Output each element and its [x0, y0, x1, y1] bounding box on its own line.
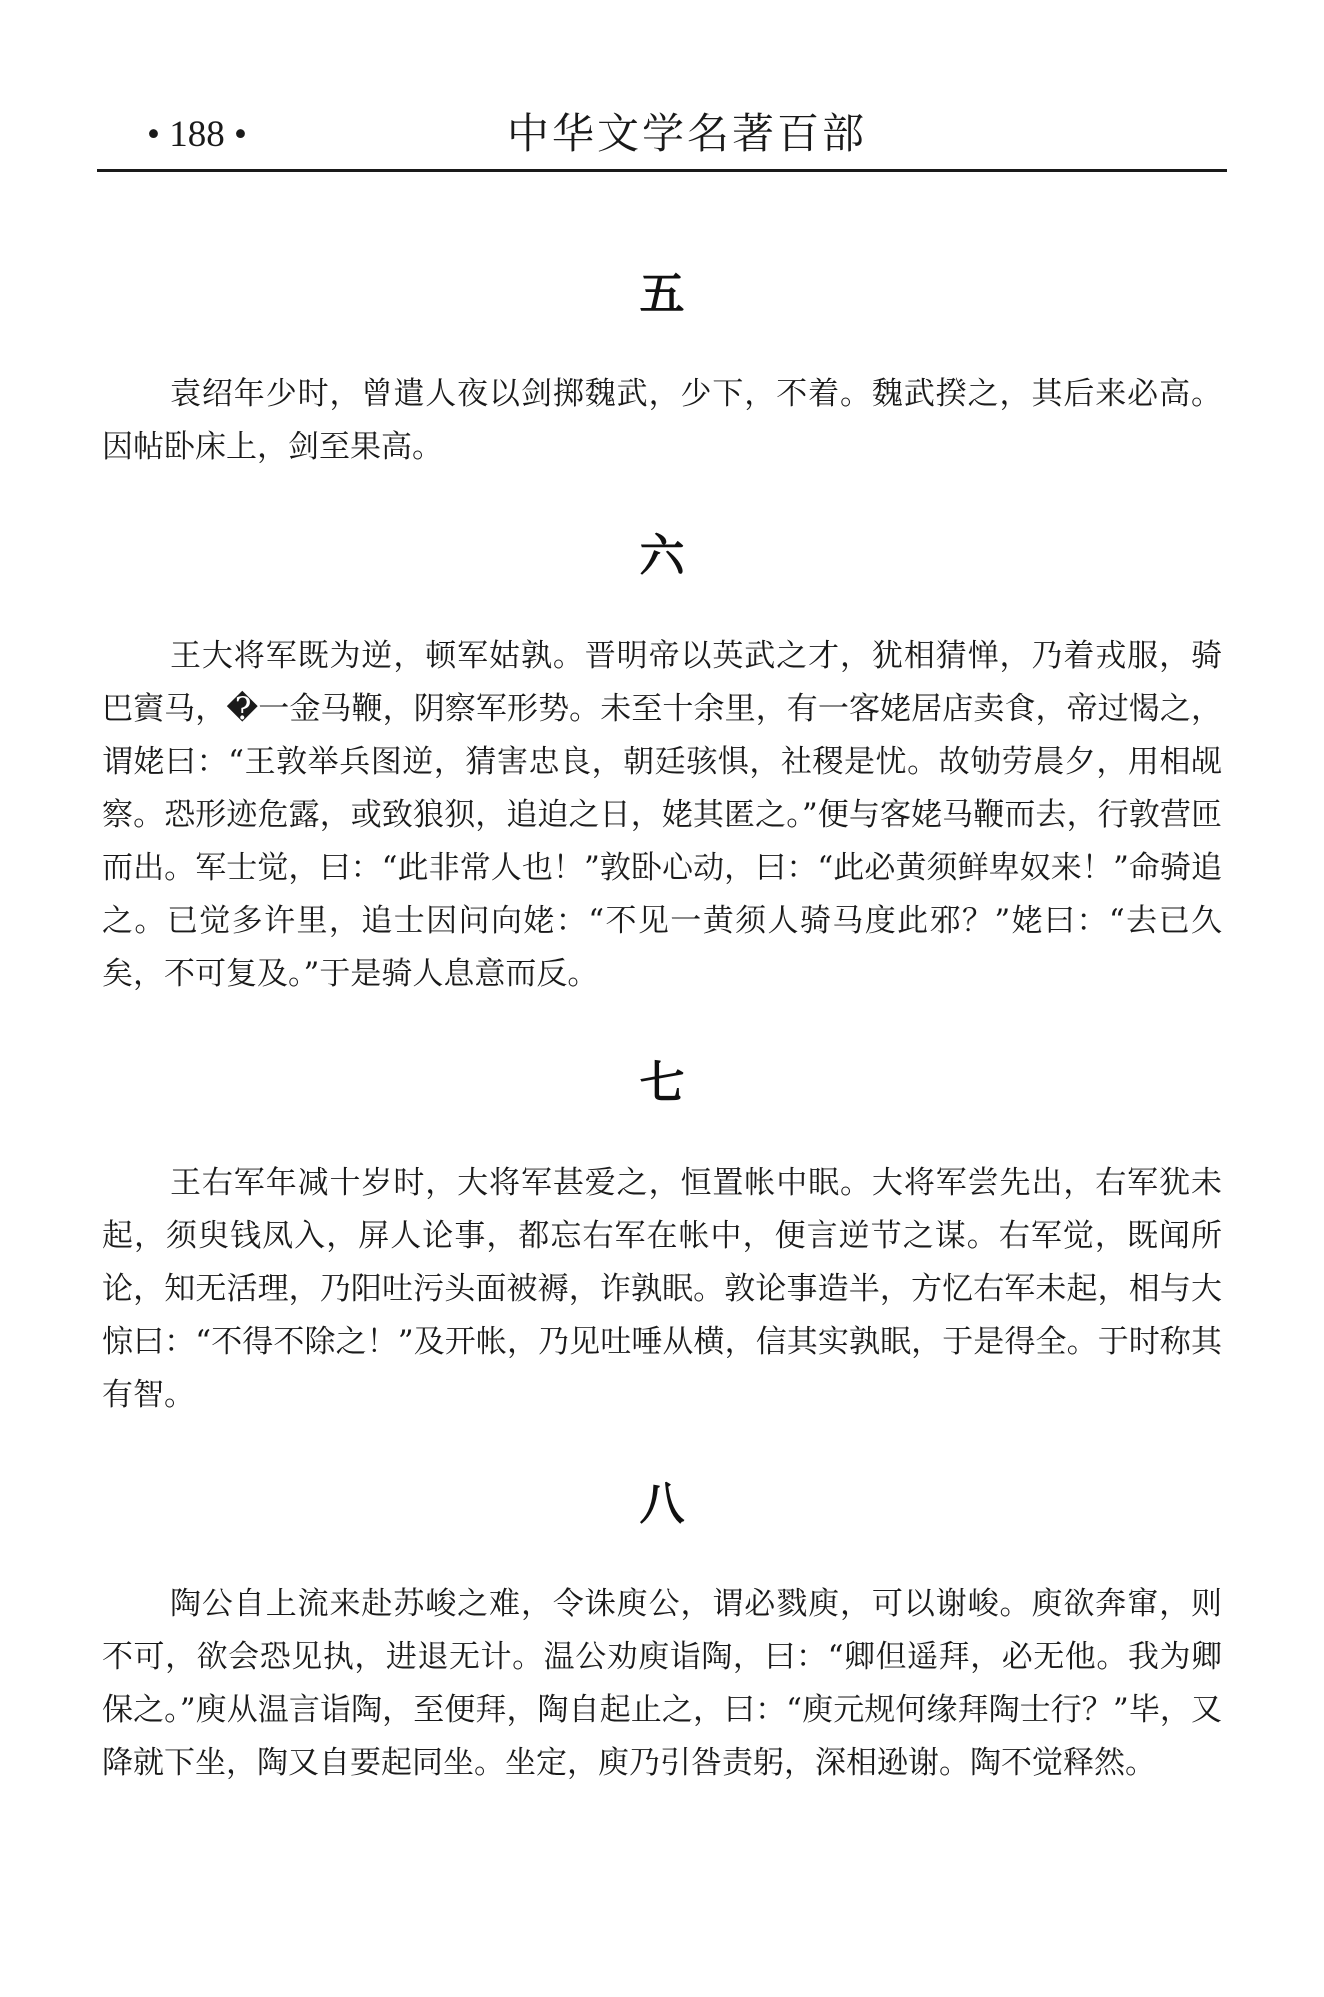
header-rule: [97, 169, 1227, 172]
page-header: [97, 102, 1227, 168]
section-heading: 五: [639, 267, 685, 320]
section-paragraph: 王右军年减十岁时，大将军甚爱之，恒置帐中眠。大将军尝先出，右军犹未起，须臾钱凤入，屏人论事，都忘右军在帐中，便言逆节之谋。右军觉，既闻所论，知无活理，乃阳吐污头面被褥，诈孰眠。敦论事造半，方忆右军未起，相与大惊曰：“不得不除之！”及开帐，乃见吐唾从横，信其实孰眠，于是得全。于时称其有智。: [102, 1165, 1222, 1413]
section-paragraph: 王大将军既为逆，顿军姑孰。晋明帝以英武之才，犹相猜惮，乃着戎服，骑巴賨马，�一金马鞭，阴察军形势。未至十余里，有一客姥居店卖食，帝过愒之，谓姥曰：“王敦举兵图逆，猜害忠良，朝廷骇惧，社稷是忧。故劬劳晨夕，用相觇察。恐形迹危露，或致狼狈，追迫之日，姥其匿之。”便与客姥马鞭而去，行敦营匝而出。军士觉，曰：“此非常人也！”敦卧心动，曰：“此必黄须鲜卑奴来！”命骑追之。已觉多许里，追士因问向姥：“不见一黄须人骑马度此邪？”姥曰：“去已久矣，不可复及。”于是骑人息意而反。: [102, 638, 1222, 992]
section-heading: 六: [639, 529, 685, 582]
section-5: [102, 262, 1222, 474]
page-body: [102, 262, 1222, 1790]
section-6: [102, 524, 1222, 1001]
section-7: [102, 1051, 1222, 1422]
section-8: [102, 1472, 1222, 1790]
section-heading: 八: [639, 1477, 685, 1530]
book-title: 中华文学名著百部: [507, 109, 868, 158]
section-paragraph: 袁绍年少时，曾遣人夜以剑掷魏武，少下，不着。魏武揆之，其后来必高。因帖卧床上，剑至果高。: [102, 376, 1222, 465]
section-heading: 七: [639, 1056, 685, 1109]
page-number: • 188 •: [147, 114, 247, 155]
section-paragraph: 陶公自上流来赴苏峻之难，令诛庾公，谓必戮庾，可以谢峻。庾欲奔窜，则不可，欲会恐见执，进退无计。温公劝庾诣陶，曰：“卿但遥拜，必无他。我为卿保之。”庾从温言诣陶，至便拜，陶自起止之，曰：“庾元规何缘拜陶士行？”毕，又降就下坐，陶又自要起同坐。坐定，庾乃引咎责躬，深相逊谢。陶不觉释然。: [102, 1586, 1222, 1781]
